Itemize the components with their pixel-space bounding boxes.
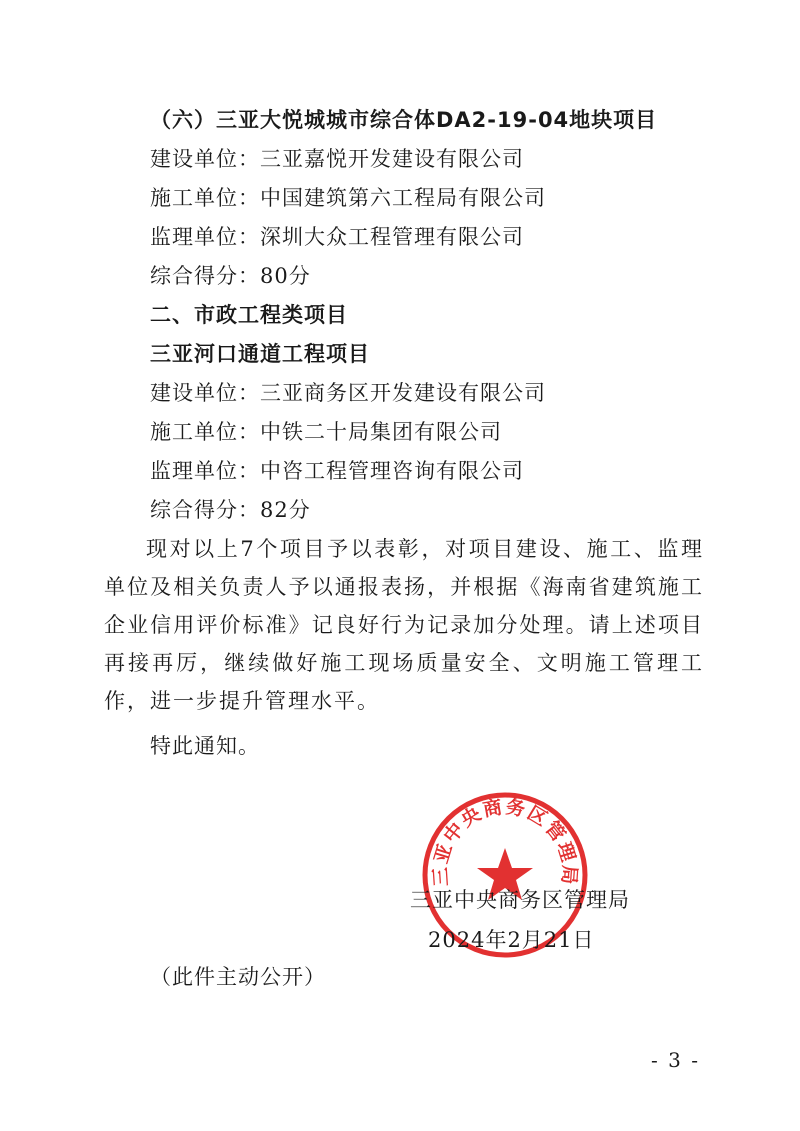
section-six-contractor: 施工单位：中国建筑第六工程局有限公司 (150, 186, 546, 210)
section-two-supervisor: 监理单位：中咨工程管理咨询有限公司 (150, 459, 524, 483)
section-six-builder: 建设单位：三亚嘉悦开发建设有限公司 (150, 147, 524, 171)
section-six-score: 综合得分：80分 (150, 264, 311, 288)
section-six-title: （六）三亚大悦城城市综合体DA2-19-04地块项目 (150, 108, 658, 132)
section-two-score: 综合得分：82分 (150, 498, 311, 522)
page-number: - 3 - (651, 1048, 700, 1072)
closing-line: 特此通知。 (150, 734, 260, 758)
seal-text: 三亚中央商务区管理局 (429, 795, 581, 887)
section-two-project-title: 三亚河口通道工程项目 (150, 342, 370, 366)
section-two-heading: 二、市政工程类项目 (150, 303, 348, 327)
signature-date: 2024年2月21日 (428, 928, 595, 952)
section-six-supervisor: 监理单位：深圳大众工程管理有限公司 (150, 225, 524, 249)
body-paragraph: 现对以上7个项目予以表彰，对项目建设、施工、监理单位及相关负责人予以通报表扬，并根据《海南省建筑施工企业信用评价标准》记良好行为记录加分处理。请上述项目再接再厉，继续做好施工现场质量安全、文明施工管理工作，进一步提升管理水平。 (104, 537, 704, 713)
signature-org: 三亚中央商务区管理局 (410, 888, 630, 912)
section-two-builder: 建设单位：三亚商务区开发建设有限公司 (150, 381, 546, 405)
section-two-contractor: 施工单位：中铁二十局集团有限公司 (150, 420, 502, 444)
disclosure-note: （此件主动公开） (150, 965, 326, 989)
